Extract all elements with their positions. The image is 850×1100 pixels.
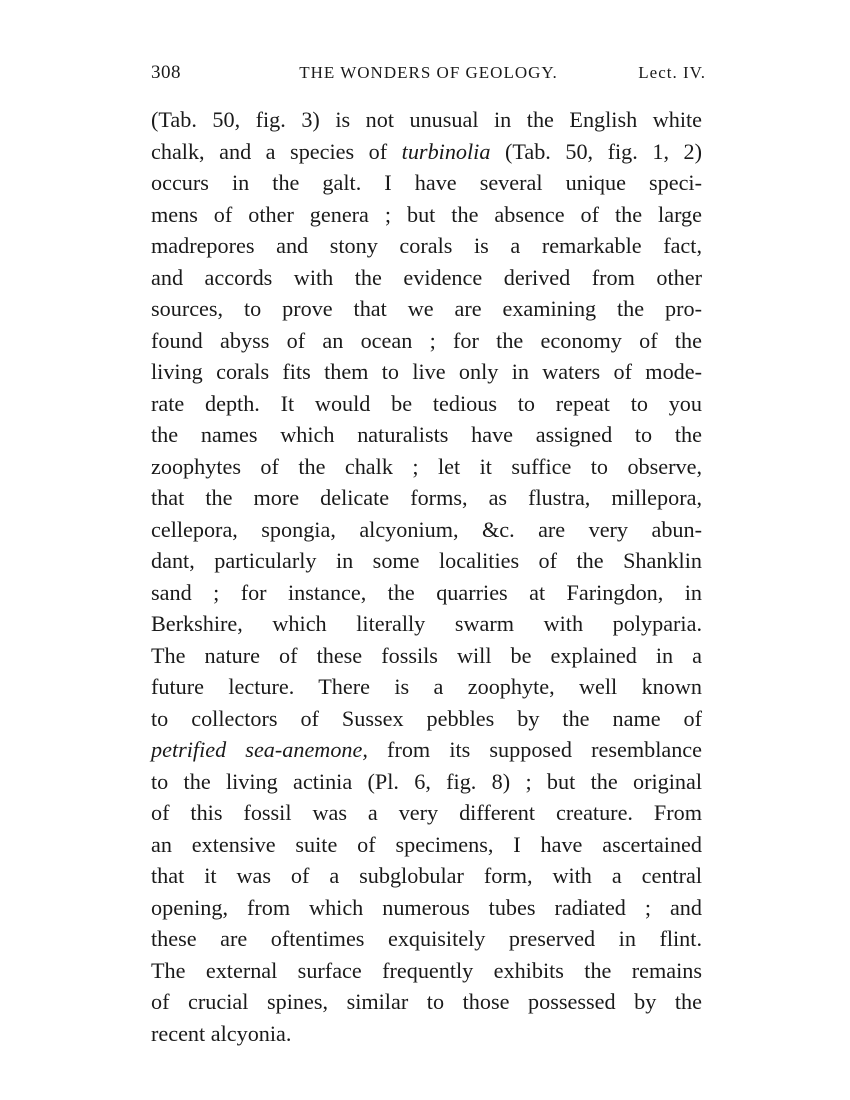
- text-segment: sand ; for instance, the quarries at Faringdon, in: [151, 579, 702, 605]
- text-line: [151, 892, 702, 924]
- text-segment: recent alcyonia.: [151, 1020, 292, 1046]
- text-segment: (Tab. 50, fig. 3) is not unusual in the English white: [151, 107, 702, 132]
- text-segment: rate depth. It would be tedious to repeat to you: [151, 390, 702, 416]
- text-segment: mens of other genera ; but the absence of the large: [151, 201, 702, 227]
- text-line: [151, 923, 702, 955]
- text-line: [151, 230, 702, 262]
- text-segment: from its supposed resemblance: [367, 737, 702, 762]
- text-segment: and accords with the evidence derived from other: [151, 264, 702, 290]
- text-line: [151, 325, 702, 357]
- text-line: [151, 1018, 702, 1050]
- text-line: [151, 514, 702, 546]
- text-segment: these are oftentimes exquisitely preserved in flint.: [151, 926, 702, 951]
- text-line: [151, 482, 702, 514]
- text-line: [151, 293, 702, 325]
- text-line: [151, 640, 702, 672]
- text-line: [151, 671, 702, 703]
- page-number: 308: [151, 62, 181, 83]
- text-line: [151, 419, 702, 451]
- text-segment: of this fossil was a very different creature. From: [151, 800, 702, 825]
- text-line: [151, 545, 702, 577]
- text-line: [151, 136, 702, 168]
- text-segment: future lecture. There is a zoophyte, well known: [151, 674, 702, 699]
- text-line: [151, 955, 702, 987]
- text-segment: opening, from which numerous tubes radiated ; and: [151, 894, 702, 920]
- text-segment: occurs in the galt. I have several unique speci-: [151, 170, 702, 195]
- text-line: [151, 860, 702, 892]
- text-line: [151, 734, 702, 766]
- text-segment: The nature of these fossils will be explained in a: [151, 642, 702, 668]
- text-segment: to the living actinia (Pl. 6, fig. 8) ; but the original: [151, 768, 702, 794]
- text-line: [151, 986, 702, 1018]
- text-segment: that it was of a subglobular form, with a central: [151, 863, 702, 888]
- text-segment: cellepora, spongia, alcyonium, &c. are very abun-: [151, 516, 702, 542]
- text-line: [151, 262, 702, 294]
- text-line: [151, 388, 702, 420]
- text-segment: found abyss of an ocean ; for the economy of the: [151, 327, 702, 353]
- text-segment: the names which naturalists have assigned to the: [151, 422, 702, 447]
- text-segment: that the more delicate forms, as flustra, millepora,: [151, 485, 702, 510]
- text-line: [151, 104, 702, 136]
- lecture-reference: Lect. IV.: [638, 63, 706, 82]
- text-segment: of crucial spines, similar to those possessed by the: [151, 989, 702, 1014]
- text-segment: dant, particularly in some localities of the Shanklin: [151, 548, 702, 573]
- running-head: [151, 62, 706, 88]
- text-line: [151, 577, 702, 609]
- text-segment: an extensive suite of specimens, I have ascertained: [151, 831, 702, 857]
- text-line: [151, 167, 702, 199]
- body-text: [151, 104, 702, 1049]
- italic-term: turbinolia: [401, 138, 491, 164]
- text-segment: sources, to prove that we are examining the pro-: [151, 296, 702, 321]
- text-segment: chalk, and a species of: [151, 138, 402, 164]
- text-line: [151, 766, 702, 798]
- text-segment: (Tab. 50, fig. 1, 2): [490, 138, 703, 164]
- text-segment: to collectors of Sussex pebbles by the name of: [151, 705, 702, 731]
- text-line: [151, 199, 702, 231]
- text-segment: The external surface frequently exhibits the remains: [151, 957, 702, 983]
- text-segment: zoophytes of the chalk ; let it suffice to observe,: [151, 453, 702, 479]
- text-line: [151, 797, 702, 829]
- text-line: [151, 829, 702, 861]
- text-segment: living corals fits them to live only in waters of mode-: [151, 359, 702, 384]
- text-segment: madrepores and stony corals is a remarkable fact,: [151, 233, 702, 258]
- text-segment: Berkshire, which literally swarm with polyparia.: [151, 611, 702, 636]
- text-line: [151, 451, 702, 483]
- text-line: [151, 703, 702, 735]
- text-line: [151, 356, 702, 388]
- running-title: THE WONDERS OF GEOLOGY.: [299, 63, 558, 82]
- text-line: [151, 608, 702, 640]
- italic-term: petrified sea-anemone,: [151, 737, 368, 762]
